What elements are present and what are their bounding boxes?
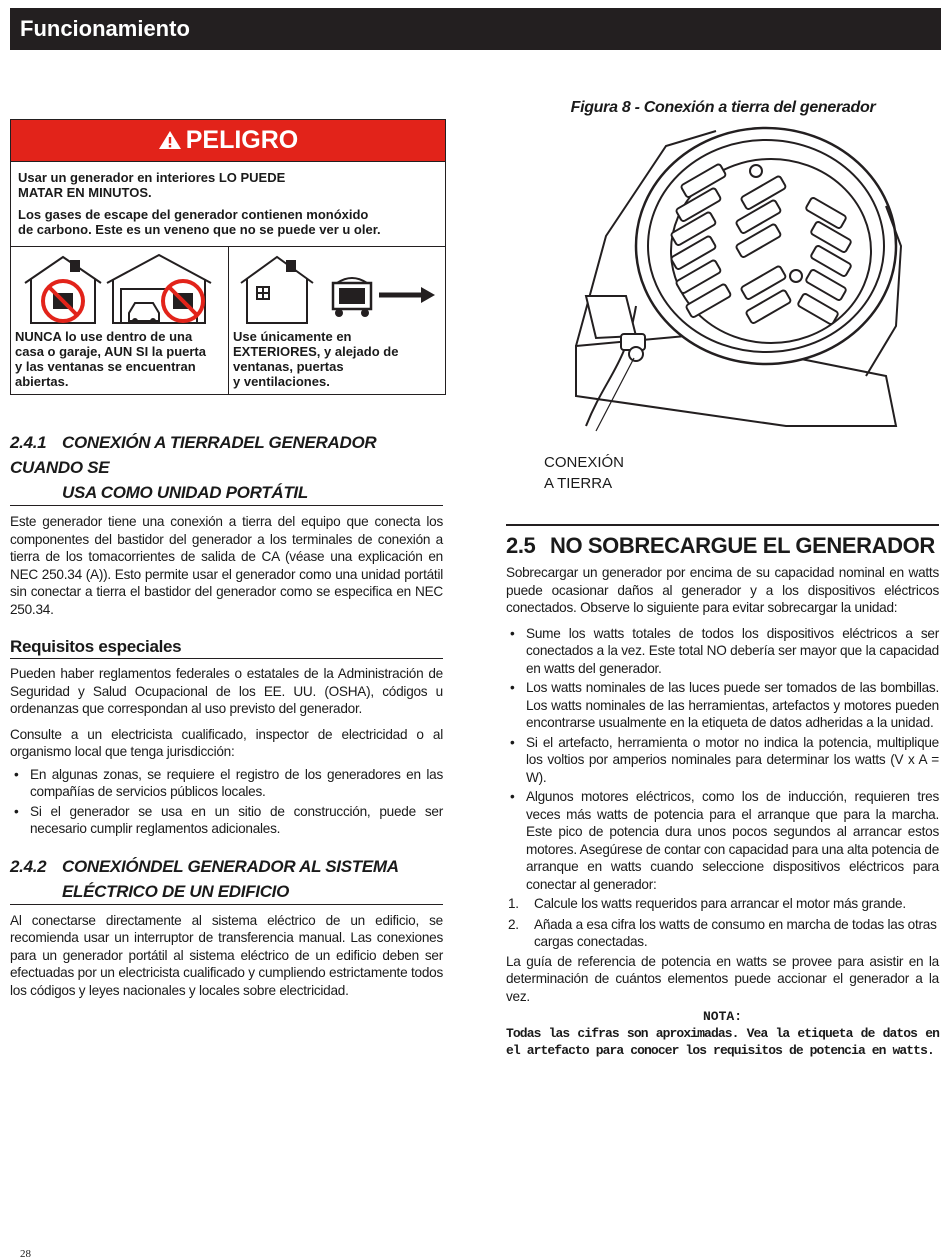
heading-2-4-1 bbox=[10, 430, 443, 506]
caption-line: abiertas. bbox=[15, 374, 69, 389]
heading-text: ELÉCTRICO DE UN EDIFICIO bbox=[62, 881, 290, 901]
step-text: Añada a esa cifra los watts de consumo en marcha de todas las otras cargas conectadas. bbox=[534, 916, 937, 949]
list-item: • Los watts nominales de las luces puede ser tomados de las bombillas. Los watts nominales de las herramientas, artefactos y motores pueden encontrarse usualmente en la etiqueta de datos adheridas a la unidad. bbox=[506, 679, 939, 732]
danger-pictogram-row bbox=[11, 246, 445, 395]
heading-number: 2.4.2 bbox=[10, 856, 47, 876]
danger-line: MATAR EN MINUTOS. bbox=[18, 185, 152, 200]
list-item: • Si el artefacto, herramienta o motor no indica la potencia, multiplique los voltios por amperios nominales para determinar los watts (V x A = W). bbox=[506, 734, 939, 787]
caption-line: y las ventanas se encuentran bbox=[15, 359, 196, 374]
figure-caption: Figura 8 - Conexión a tierra del generador bbox=[570, 99, 876, 116]
house-garage-prohibited-icon bbox=[11, 249, 228, 329]
danger-warning-box bbox=[10, 119, 446, 395]
paragraph: Pueden haber reglamentos federales o estatales de la Administración de Seguridad y Salud Ocupacional de los EE. UU. (OSHA), códigos u ordenanzas que correspondan al uso previsto del generador. bbox=[10, 666, 443, 716]
bullet-list bbox=[10, 766, 443, 838]
list-item bbox=[506, 895, 939, 913]
generator-ground-connection-illustration bbox=[566, 126, 906, 436]
heading-2-5 bbox=[506, 524, 939, 560]
caption-line: NUNCA lo use dentro de una bbox=[15, 329, 193, 344]
section-header-bar bbox=[10, 8, 941, 50]
note-body: Todas las cifras son aproximadas. Vea la etiqueta de datos en el artefacto para conocer los requisitos de potencia en watts. bbox=[506, 1026, 939, 1058]
indoor-prohibited-caption bbox=[15, 329, 206, 389]
list-item: • En algunas zonas, se requiere el registro de los generadores en las compañías de servicios públicos locales. bbox=[10, 766, 443, 801]
heading-text: CONEXIÓN A TIERRADEL GENERADOR CUANDO SE bbox=[10, 433, 377, 477]
subheading-requisitos: Requisitos especiales bbox=[10, 636, 443, 659]
outdoor-use-caption bbox=[233, 329, 398, 389]
caption-line: ventanas, puertas bbox=[233, 359, 344, 374]
caption-line: EXTERIORES, y alejado de bbox=[233, 344, 399, 359]
list-item: • Algunos motores eléctricos, como los de inducción, requieren tres veces más watts de potencia para el arranque que para la marcha. Este pico de potencia dura unos pocos segundos al arrancar estos motores. Asegúrese de contar con capacidad para una alta potencia de arranque en watts cuando seleccione dispositivos eléctricos para conectar al generador: bbox=[506, 788, 939, 893]
danger-banner bbox=[11, 120, 445, 162]
section-header-title: Funcionamiento bbox=[20, 16, 190, 41]
label-line: CONEXIÓN bbox=[544, 454, 625, 471]
right-column bbox=[506, 524, 939, 1059]
numbered-list bbox=[506, 895, 939, 951]
bullet-list bbox=[506, 625, 939, 894]
list-item: • Sume los watts totales de todos los dispositivos eléctricos a ser conectados a la vez. Este total NO debería ser mayor que la capacidad en watts del generador. bbox=[506, 625, 939, 678]
note-title: NOTA: bbox=[702, 1009, 742, 1024]
caption-line: casa o garaje, AUN SI la puerta bbox=[15, 344, 206, 359]
danger-line: Los gases de escape del generador contienen monóxido bbox=[18, 207, 369, 222]
step-number: 1. bbox=[508, 896, 519, 911]
danger-line: Usar un generador en interiores LO PUEDE bbox=[18, 170, 286, 185]
left-column bbox=[10, 430, 443, 999]
house-generator-outdoors-icon bbox=[229, 249, 445, 329]
list-item: • Si el generador se usa en un sitio de construcción, puede ser necesario cumplir reglamentos adicionales. bbox=[10, 803, 443, 838]
caption-line: y ventilaciones. bbox=[233, 374, 330, 389]
heading-text: CONEXIÓNDEL GENERADOR AL SISTEMA bbox=[62, 856, 399, 876]
danger-text bbox=[11, 162, 445, 237]
heading-number: 2.4.1 bbox=[10, 433, 47, 452]
heading-text: NO SOBRECARGUE EL GENERADOR bbox=[550, 533, 935, 558]
caption-line: Use únicamente en bbox=[233, 329, 352, 344]
paragraph: Sobrecargar un generador por encima de su capacidad nominal en watts puede ocasionar daños al generador y a los dispositivos eléctricos conectados. Observe lo siguiente para evitar sobrecargar la unidad: bbox=[506, 565, 939, 615]
step-text: Calcule los watts requeridos para arrancar el motor más grande. bbox=[534, 896, 906, 911]
figure-8 bbox=[506, 98, 940, 498]
warning-triangle-icon bbox=[158, 130, 182, 150]
paragraph: Este generador tiene una conexión a tierra del equipo que conecta los componentes del bastidor del generador a los terminales de conexión a tierra de los tomacorrientes de salida de CA (véase una explicación en NEC 250.34 (A)). Esto permite usar el generador como una unidad portátil sin conectar a tierra el bastidor del generador como se especifica en NEC 250.34. bbox=[10, 514, 443, 617]
step-number: 2. bbox=[508, 916, 519, 932]
danger-line: de carbono. Este es un veneno que no se puede ver u oler. bbox=[18, 222, 381, 237]
heading-text: USA COMO UNIDAD PORTÁTIL bbox=[62, 483, 308, 502]
paragraph: Al conectarse directamente al sistema eléctrico de un edificio, se recomienda usar un interruptor de transferencia manual. Las conexiones para un generador portátil al sistema eléctrico de un edificio deben ser efectuadas por un electricista cualificado y cumpliendo estrictamente todos los códigos y leyes nacionales y locales sobre electricidad. bbox=[10, 912, 443, 998]
paragraph: La guía de referencia de potencia en watts se provee para asistir en la determinación de cuántos elementos puede accionar el generador a la vez. bbox=[506, 953, 939, 1004]
label-line: A TIERRA bbox=[544, 475, 613, 492]
heading-number: 2.5 bbox=[506, 533, 536, 558]
indoor-prohibited-cell bbox=[11, 247, 229, 395]
page-number: 28 bbox=[20, 1248, 31, 1260]
paragraph: Consulte a un electricista cualificado, inspector de electricidad o al organismo local que tenga jurisdicción: bbox=[10, 726, 443, 759]
outdoor-use-cell bbox=[229, 247, 445, 395]
list-item bbox=[506, 916, 939, 951]
danger-banner-text: PELIGRO bbox=[185, 126, 299, 154]
heading-2-4-2 bbox=[10, 854, 443, 905]
ground-connection-label bbox=[544, 452, 624, 494]
